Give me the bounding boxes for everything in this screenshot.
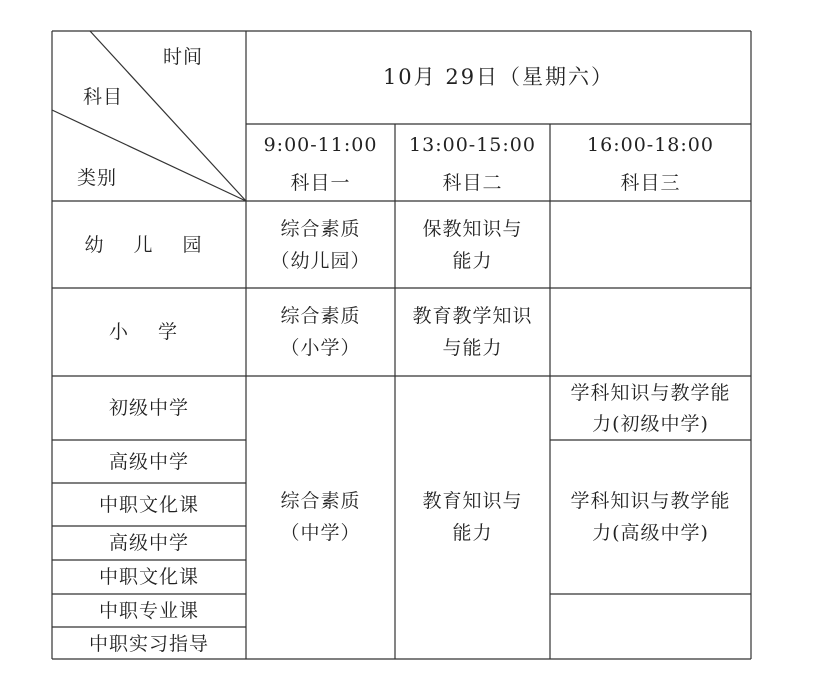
senior-s3-line1: 学科知识与教学能 xyxy=(570,490,731,512)
category-label: 类别 xyxy=(76,167,117,189)
secondary-s1-line2: （中学） xyxy=(280,522,361,544)
exam-date: 10月 29日（星期六） xyxy=(382,65,615,89)
category-vocational-professional: 中职专业课 xyxy=(98,600,199,622)
session-1-name: 科目一 xyxy=(290,172,351,194)
primary-s1-line2: （小学） xyxy=(280,337,361,359)
category-kindergarten: 幼 儿 园 xyxy=(84,234,214,256)
secondary-s1-line1: 综合素质 xyxy=(280,490,361,512)
kindergarten-s1-line2: （幼儿园） xyxy=(270,250,371,272)
primary-s2-line1: 教育教学知识 xyxy=(412,305,533,327)
junior-s3-line1: 学科知识与教学能 xyxy=(570,382,731,404)
category-primary: 小 学 xyxy=(108,321,190,343)
primary-s2-line2: 与能力 xyxy=(442,337,503,359)
category-vocational-practice: 中职实习指导 xyxy=(88,633,209,655)
kindergarten-s2-line1: 保教知识与 xyxy=(422,218,523,240)
senior-s3-line2: 力(高级中学) xyxy=(592,522,709,544)
kindergarten-s1-line1: 综合素质 xyxy=(280,218,361,240)
session-2-name: 科目二 xyxy=(442,172,503,194)
category-senior-high: 高级中学 xyxy=(108,451,189,473)
subject-label: 科目 xyxy=(82,86,123,108)
session-2-time: 13:00-15:00 xyxy=(409,134,536,156)
category-vocational-culture: 中职文化课 xyxy=(98,494,199,516)
secondary-s2-line1: 教育知识与 xyxy=(422,490,523,512)
category-senior-high-2: 高级中学 xyxy=(108,532,189,554)
session-3-time: 16:00-18:00 xyxy=(587,134,714,156)
secondary-s2-line2: 能力 xyxy=(452,522,493,544)
kindergarten-s2-line2: 能力 xyxy=(452,250,493,272)
primary-s1-line1: 综合素质 xyxy=(280,305,361,327)
time-label: 时间 xyxy=(162,46,203,68)
category-junior-middle: 初级中学 xyxy=(108,397,189,419)
category-vocational-culture-2: 中职文化课 xyxy=(98,566,199,588)
session-1-time: 9:00-11:00 xyxy=(263,134,378,156)
session-3-name: 科目三 xyxy=(620,172,681,194)
junior-s3-line2: 力(初级中学) xyxy=(592,413,709,435)
